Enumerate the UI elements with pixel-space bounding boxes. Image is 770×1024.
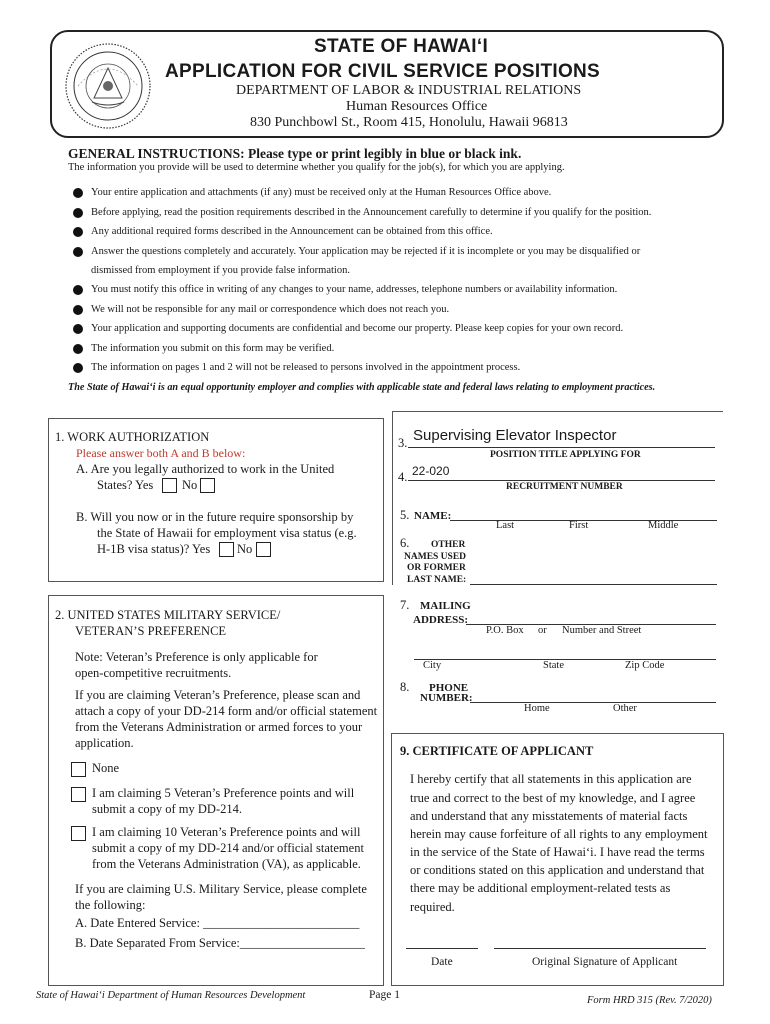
question-b-line2: the State of Hawaii for employment visa status (e.g. [97, 526, 357, 540]
phone-input[interactable] [470, 702, 716, 703]
office-name: Human Resources Office [346, 99, 488, 114]
veterans-10-points-line2: submit a copy of my DD-214 and/or official statement [92, 841, 364, 855]
veterans-5-points-line2: submit a copy of my DD-214. [92, 802, 242, 816]
veterans-10-points-checkbox[interactable] [71, 826, 86, 841]
bullet-icon [73, 324, 83, 334]
or-label: or [538, 625, 547, 636]
certificate-line: I hereby certify that all statements in this application are [410, 772, 692, 786]
bullet-icon [73, 305, 83, 315]
eoe-statement: The State of Hawai‘i is an equal opportunity employer and complies with applicable state and federal laws relating to employment practices. [68, 382, 656, 393]
state-seal-icon [64, 42, 152, 130]
veterans-none-label: None [92, 761, 120, 775]
position-title-input[interactable]: Supervising Elevator Inspector [413, 427, 617, 444]
question-b-no-checkbox[interactable] [256, 542, 271, 557]
state-label: State [543, 660, 564, 671]
mailing-label: MAILING [420, 600, 471, 612]
names-used-label: NAMES USED [404, 552, 467, 562]
other-names-input[interactable] [470, 584, 717, 585]
instruction-item: Answer the questions completely and accurately. Your application may be rejected if it is incomplete or you may be disqualified or [91, 246, 641, 257]
zip-code-label: Zip Code [625, 660, 665, 671]
veterans-claim-line1: If you are claiming Veteran’s Preference, please scan and [75, 688, 361, 702]
footer-form-number: Form HRD 315 (Rev. 7/2020) [587, 995, 712, 1006]
military-heading-line1: 2. UNITED STATES MILITARY SERVICE/ [55, 608, 281, 622]
veterans-claim-line4: application. [75, 736, 134, 750]
bullet-icon [73, 208, 83, 218]
date-label: Date [431, 956, 453, 968]
mailing-address-index: 7. [400, 598, 410, 612]
veterans-10-points-line1: I am claiming 10 Veteran’s Preference points and will [92, 825, 361, 839]
last-name-label: Last [496, 520, 515, 531]
form-title: APPLICATION FOR CIVIL SERVICE POSITIONS [165, 61, 601, 82]
bullet-icon [73, 285, 83, 295]
position-title-label: POSITION TITLE APPLYING FOR [490, 450, 641, 460]
address-label: ADDRESS: [413, 614, 469, 626]
veterans-5-points-checkbox[interactable] [71, 787, 86, 802]
or-former-label: OR FORMER [407, 563, 466, 573]
veterans-note-line2: open-competitive recruitments. [75, 666, 232, 680]
instruction-item: Any additional required forms described in the Announcement can be obtained from this office. [91, 226, 493, 237]
recruitment-number-input[interactable]: 22-020 [412, 464, 450, 478]
certificate-line: required. [410, 900, 455, 914]
question-a-line1: A. Are you legally authorized to work in the United [76, 462, 335, 476]
question-b-line3: H-1B visa status)? Yes [97, 542, 211, 556]
veterans-note-line1: Note: Veteran’s Preference is only applicable for [75, 650, 318, 664]
po-box-label: P.O. Box [486, 625, 524, 636]
middle-name-label: Middle [648, 520, 679, 531]
question-a-line2: States? Yes [97, 478, 154, 492]
instruction-item: We will not be responsible for any mail or correspondence which does not reach you. [91, 304, 450, 315]
question-a-no-checkbox[interactable] [200, 478, 215, 493]
question-a-yes-checkbox[interactable] [162, 478, 177, 493]
instructions-intro: The information you provide will be used to determine whether you qualify for the job(s), for which you are applying. [68, 162, 565, 173]
instruction-item: Your application and supporting documents are confidential and become our property. Please keep copies for your own record. [91, 323, 624, 334]
bullet-icon [73, 247, 83, 257]
instruction-item: Before applying, read the position requirements described in the Announcement carefully to determine if you qualify for the position. [91, 207, 652, 218]
bullet-icon [73, 188, 83, 198]
certificate-line: and understand that any misstatements of material facts [410, 809, 688, 823]
certificate-line: or conditions stated on this application and understand that [410, 863, 705, 877]
applicant-signature-line[interactable] [494, 948, 706, 949]
city-label: City [423, 660, 442, 671]
question-b-yes-checkbox[interactable] [219, 542, 234, 557]
work-authorization-note: Please answer both A and B below: [76, 446, 246, 460]
name-index: 5. [400, 508, 410, 522]
instruction-item: The information you submit on this form may be verified. [91, 343, 335, 354]
footer-page-number: Page 1 [369, 989, 400, 1001]
other-label: OTHER [431, 540, 466, 550]
veterans-claim-line3: from the Veterans Administration or armed forces to your [75, 720, 363, 734]
instruction-item: The information on pages 1 and 2 will not be released to persons involved in the appointment process. [91, 362, 521, 373]
veterans-claim-line2: attach a copy of your DD-214 form and/or official statement [75, 704, 378, 718]
instruction-item: Your entire application and attachments (if any) must be received only at the Human Resources Office above. [91, 187, 552, 198]
recruitment-number-line [408, 480, 715, 481]
instruction-item: You must notify this office in writing of any changes to your name, addresses, telephone numbers or availability information. [91, 284, 618, 295]
home-phone-label: Home [524, 703, 550, 714]
veterans-10-points-line3: from the Veterans Administration (VA), as applicable. [92, 857, 361, 871]
date-separated-service-field[interactable]: B. Date Separated From Service:____________________ [75, 936, 365, 950]
other-names-index: 6. [400, 536, 410, 550]
number-label: NUMBER: [420, 692, 473, 704]
bullet-icon [73, 344, 83, 354]
certificate-line: there may be additional employment-related tests as [410, 881, 671, 895]
instructions-heading: GENERAL INSTRUCTIONS: Please type or print legibly in blue or black ink. [68, 146, 522, 161]
military-heading-line2: VETERAN’S PREFERENCE [75, 624, 227, 638]
other-phone-label: Other [613, 703, 637, 714]
date-entered-service-field[interactable]: A. Date Entered Service: _________________________ [75, 916, 360, 930]
veterans-none-checkbox[interactable] [71, 762, 86, 777]
position-title-line [408, 447, 715, 448]
certificate-line: herein may cause forfeiture of all rights to any employment [410, 827, 708, 841]
city-state-zip-input[interactable] [414, 659, 716, 660]
signature-label: Original Signature of Applicant [532, 956, 678, 968]
work-authorization-heading: 1. WORK AUTHORIZATION [55, 430, 210, 444]
bullet-icon [73, 227, 83, 237]
certificate-heading: 9. CERTIFICATE OF APPLICANT [400, 744, 594, 758]
position-number: 3. [398, 436, 408, 450]
question-a-no-label: No [182, 478, 198, 492]
name-label: NAME: [414, 510, 452, 522]
instruction-item-continued: dismissed from employment if you provide false information. [91, 265, 350, 276]
question-b-no-label: No [237, 542, 253, 556]
last-name-other-label: LAST NAME: [407, 575, 467, 585]
state-title: STATE OF HAWAI‘I [314, 36, 489, 57]
certificate-line: true and correct to the best of my knowledge, and I agree [410, 791, 696, 805]
certificate-line: in the service of the State of Hawai‘i. I have read the terms [410, 845, 705, 859]
footer-department: State of Hawai‘i Department of Human Resources Development [36, 990, 306, 1001]
date-signature-line[interactable] [406, 948, 478, 949]
bullet-icon [73, 363, 83, 373]
office-address: 830 Punchbowl St., Room 415, Honolulu, Hawaii 96813 [250, 115, 568, 130]
department-name: DEPARTMENT OF LABOR & INDUSTRIAL RELATIONS [236, 83, 582, 98]
number-street-label: Number and Street [562, 625, 642, 636]
first-name-label: First [569, 520, 589, 531]
question-b-line1: B. Will you now or in the future require sponsorship by [76, 510, 354, 524]
veterans-5-points-line1: I am claiming 5 Veteran’s Preference points and will [92, 786, 355, 800]
phone-label: PHONE [429, 682, 469, 694]
recruitment-number-label: RECRUITMENT NUMBER [506, 482, 623, 492]
recruitment-number-index: 4. [398, 470, 408, 484]
phone-index: 8. [400, 680, 410, 694]
military-service-line1: If you are claiming U.S. Military Service, please complete [75, 882, 367, 896]
military-service-line2: the following: [75, 898, 146, 912]
